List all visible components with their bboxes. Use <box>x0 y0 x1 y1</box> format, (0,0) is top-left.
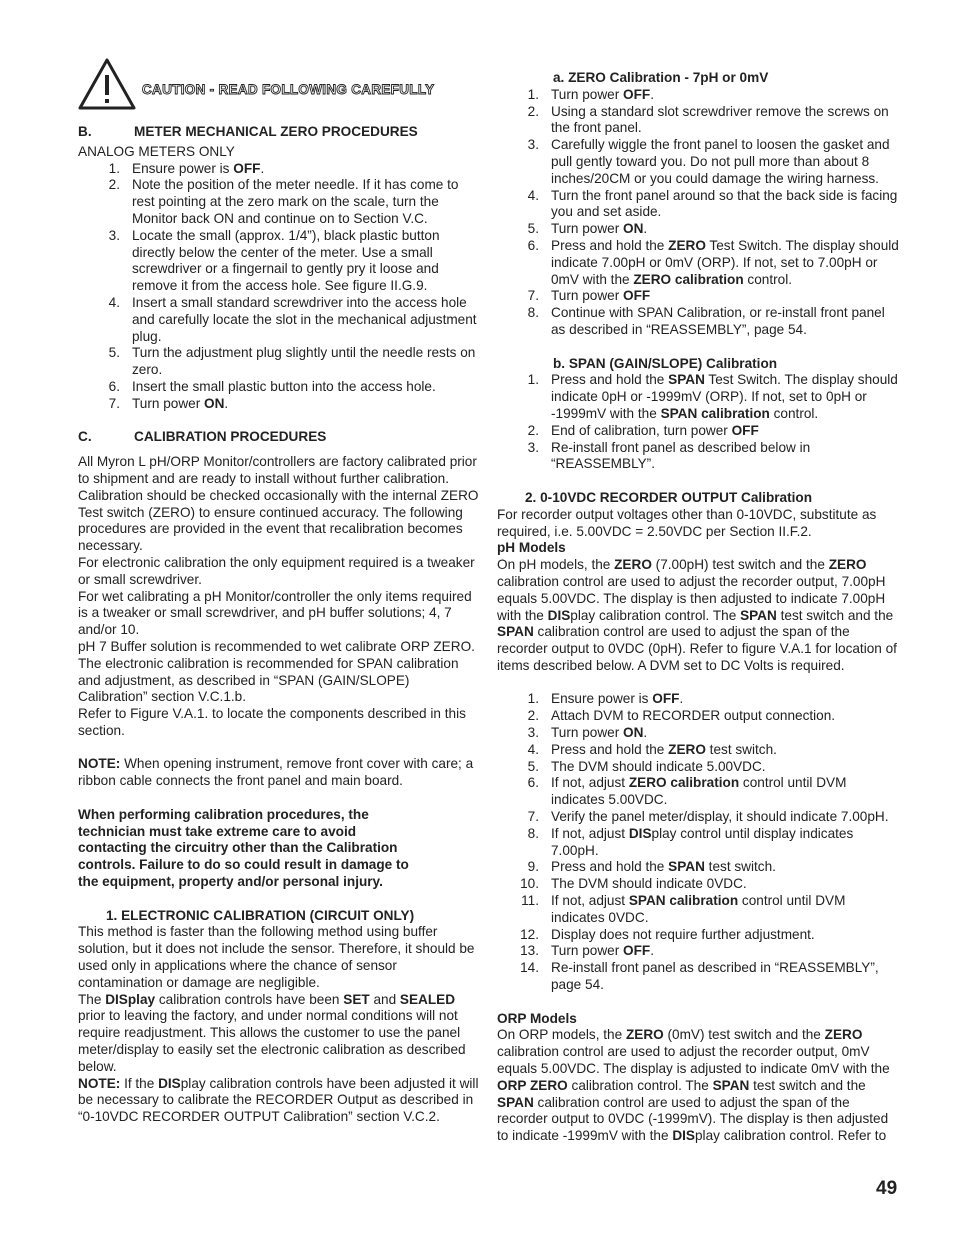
list-item: 4. Turn the front panel around so that the back side is facing you and set aside. <box>527 187 898 220</box>
span-calibration-heading: b. SPAN (GAIN/SLOPE) Calibration <box>553 355 778 371</box>
paragraph: For electronic calibration the only equipment required is a tweaker or small screwdriver. <box>78 554 475 587</box>
paragraph: pH 7 Buffer solution is recommended to wet calibrate ORP ZERO. The electronic calibration is recommended for SPAN calibration and adjustment, as described in “SPAN (GAIN/SLOPE) Calibration” section V.C.1.b. <box>78 638 475 705</box>
list-item: 12. Display does not require further adjustment. <box>520 926 815 942</box>
list-item: 10. The DVM should indicate 0VDC. <box>520 876 747 892</box>
list-item: 3. Carefully wiggle the front panel to loosen the gasket and pull gently toward you. Do not pull more than about 8 inches/20CM or you could damage the wiring harness. <box>527 137 890 186</box>
section-c-heading: C. CALIBRATION PROCEDURES <box>78 429 327 445</box>
electronic-calibration-heading: 1. ELECTRONIC CALIBRATION (CIRCUIT ONLY) <box>106 907 415 923</box>
list-item: 7. Verify the panel meter/display, it should indicate 7.00pH. <box>527 809 889 825</box>
list-item: 2. Note the position of the meter needle. If it has come to rest pointing at the zero mark on the scale, turn the Monitor back ON and continue on to Section V.C. <box>108 177 459 226</box>
list-item: 5. The DVM should indicate 5.00VDC. <box>527 758 766 774</box>
caution-label: CAUTION - READ FOLLOWING CAREFULLY <box>142 82 435 97</box>
list-item: 3. Locate the small (approx. 1/4”), black plastic button directly below the center of the meter. Use a small screwdriver or a fingernail to gently pry it loose and remove it from the access hole. See figure II.G.9. <box>108 227 440 294</box>
note-display: NOTE: If the DISplay calibration controls have been adjusted it will be necessary to calibrate the RECORDER Output as described in “0-10VDC RECORDER OUTPUT Calibration” section V.C.2. <box>78 1075 479 1125</box>
paragraph: For wet calibrating a pH Monitor/controller the only items required is a tweaker or small screwdriver, and pH buffer solutions; 4, 7 and/or 10. <box>78 588 472 638</box>
recorder-output-heading: 2. 0-10VDC RECORDER OUTPUT Calibration <box>525 489 813 505</box>
list-item: 5. Turn the adjustment plug slightly until the needle rests on zero. <box>108 345 476 378</box>
list-item: 9. Press and hold the SPAN test switch. <box>527 859 776 875</box>
section-b-list <box>78 161 480 413</box>
section-b-heading: B. METER MECHANICAL ZERO PROCEDURES <box>78 124 418 139</box>
paragraph: The DISplay calibration controls have been SET and SEALED prior to leaving the factory, and under normal conditions will not require readjustment. This allows the customer to use the panel meter/display to easily set the electronic calibration as described below. <box>78 991 466 1074</box>
warning-triangle-icon <box>78 58 136 110</box>
list-item: 6. Press and hold the ZERO Test Switch. The display should indicate 7.00pH or 0mV (ORP). If not, set to 7.00pH or 0mV with the ZERO calibration control. <box>527 237 899 287</box>
left-column <box>78 124 480 1126</box>
note-cover: NOTE: When opening instrument, remove front cover with care; a ribbon cable connects the front panel and main board. <box>78 756 474 789</box>
list-item: 1. Ensure power is OFF. <box>527 691 684 707</box>
paragraph: Refer to Figure V.A.1. to locate the components described in this section. <box>78 706 466 738</box>
list-item: 11. If not, adjust SPAN calibration control until DVM indicates 0VDC. <box>521 893 846 925</box>
list-item: 2. Using a standard slot screwdriver remove the screws on the front panel. <box>527 103 889 136</box>
orp-models-heading: ORP Models <box>497 1010 577 1026</box>
paragraph: All Myron L pH/ORP Monitor/controllers are factory calibrated prior to shipment and are ready to install without further calibration. Calibration should be checked occasionally with the internal ZERO Test switch (ZERO) to ensure continued accuracy. The following procedures are provided in the event that recalibration becomes necessary. <box>78 454 479 554</box>
paragraph: On pH models, the ZERO (7.00pH) test switch and the ZERO calibration control are used to adjust the recorder output, 7.00pH equals 5.00VDC. The display is then adjusted to indicate 7.00pH with the DISplay calibration control. The SPAN test switch and the SPAN calibration control are used to adjust the span of the recorder output to 0VDC (0pH). Refer to figure V.A.1 for location of items described below. A DVM set to DC Volts is required. <box>497 557 897 673</box>
recorder-ph-list <box>497 691 901 993</box>
paragraph: This method is faster than the following method using buffer solution, but it does not include the sensor. Therefore, it should be used only in applications where the chance of sensor contamination or damage are negligible. <box>78 924 475 990</box>
list-item: 7. Turn power ON. <box>108 395 229 411</box>
page-number: 49 <box>876 1178 898 1199</box>
caution-header <box>78 58 498 110</box>
list-item: 8. Continue with SPAN Calibration, or re-install front panel as described in “REASSEMBLY”, page 54. <box>527 305 885 337</box>
paragraph: For recorder output voltages other than 0-10VDC, substitute as required, i.e. 5.00VDC = 2.50VDC per Section II.F.2. <box>497 506 877 539</box>
ph-models-heading: pH Models <box>497 540 566 556</box>
zero-calibration-list <box>497 87 901 339</box>
list-item: 4. Press and hold the ZERO test switch. <box>527 741 777 757</box>
list-item: 6. Insert the small plastic button into the access hole. <box>108 378 436 394</box>
list-item: 2. Attach DVM to RECORDER output connection. <box>527 708 836 724</box>
right-column <box>497 70 901 1145</box>
list-item: 13. Turn power OFF. <box>520 943 654 959</box>
list-item: 1. Ensure power is OFF. <box>108 160 265 176</box>
list-item: 3. Turn power ON. <box>527 725 648 741</box>
list-item: 4. Insert a small standard screwdriver into the access hole and carefully locate the slot in the mechanical adjustment plug. <box>108 294 477 344</box>
zero-calibration-heading: a. ZERO Calibration - 7pH or 0mV <box>553 70 769 85</box>
list-item: 8. If not, adjust DISplay control until display indicates 7.00pH. <box>527 825 854 858</box>
paragraph: On ORP models, the ZERO (0mV) test switch and the ZERO calibration control are used to adjust the recorder output, 0mV equals 5.00VDC. The display is adjusted to indicate 0mV with the ORP ZERO calibration control. The SPAN test switch and the SPAN calibration control are used to adjust the span of the recorder output to 0VDC (-1999mV). The display is then adjusted to indicate -1999mV with the DISplay calibration control. Refer to <box>497 1027 890 1144</box>
list-item: 14. Re-install front panel as described in “REASSEMBLY”, page 54. <box>520 960 879 993</box>
list-item: 6. If not, adjust ZERO calibration control until DVM indicates 5.00VDC. <box>527 775 847 808</box>
list-item: 5. Turn power ON. <box>527 221 648 237</box>
warning-text: When performing calibration procedures, the technician must take extreme care to avoid contacting the circuitry other than the Calibration controls. Failure to do so could result in damage to the equipment, property and/or personal injury. <box>78 806 409 890</box>
list-item: 3. Re-install front panel as described below in “REASSEMBLY”. <box>527 439 811 472</box>
analog-meters-note: ANALOG METERS ONLY <box>78 143 235 159</box>
list-item: 1. Turn power OFF. <box>527 86 654 102</box>
list-item: 2. End of calibration, turn power OFF <box>527 422 759 438</box>
span-calibration-list <box>497 372 901 473</box>
list-item: 7. Turn power OFF <box>527 288 651 304</box>
list-item: 1. Press and hold the SPAN Test Switch. The display should indicate 0pH or -1999mV (ORP). If not, set to 0pH or -1999mV with the SPAN calibration control. <box>527 372 898 421</box>
